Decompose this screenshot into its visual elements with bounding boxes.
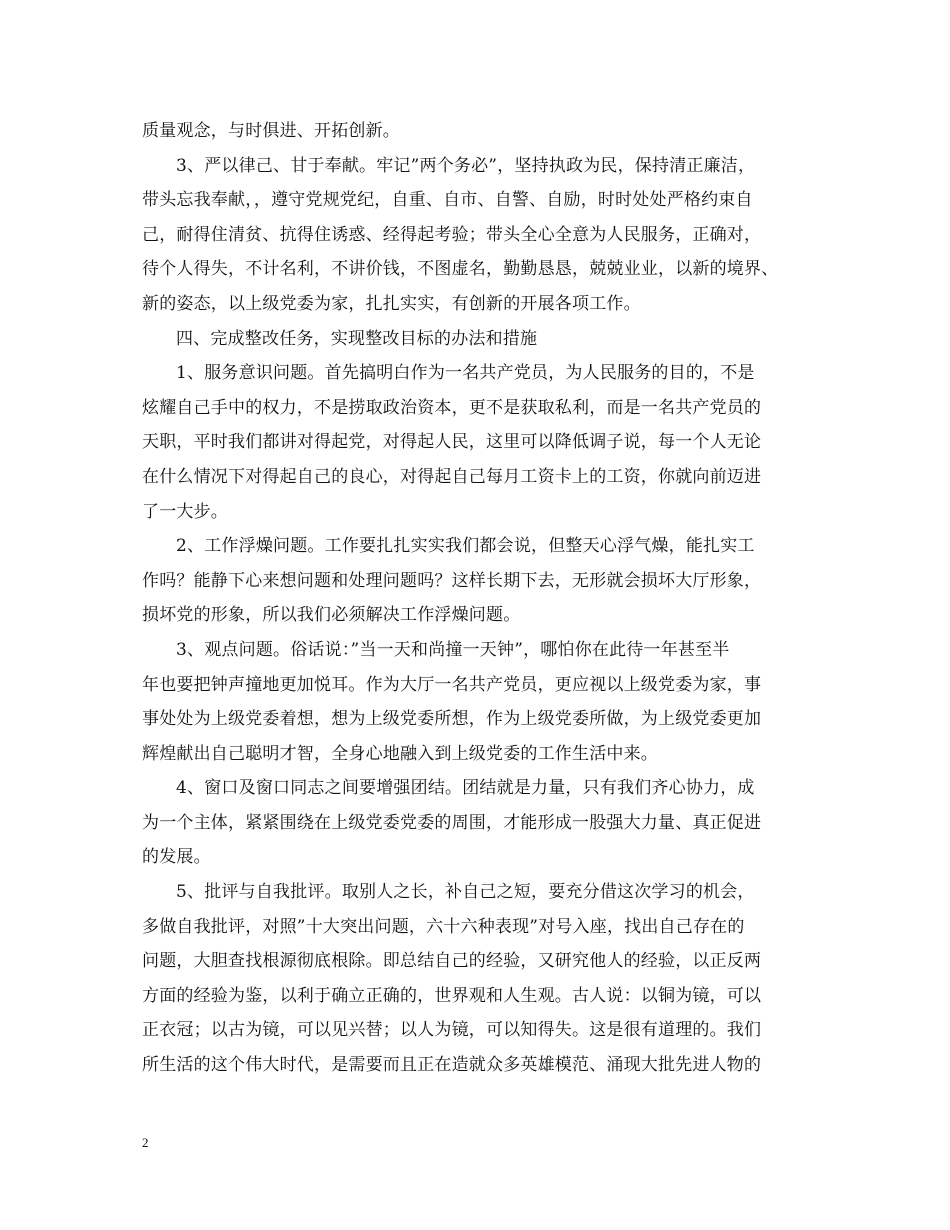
text-line: 的发展。	[142, 847, 211, 868]
text-line: 己，耐得住清贫、抗得住诱惑、经得起考验；带头全心全意为人民服务，正确对，	[142, 224, 762, 245]
text-line: 正衣冠；以古为镜，可以见兴替；以人为镜，可以知得失。这是很有道理的。我们	[142, 1020, 762, 1041]
text-line: 3、严以律己、甘于奉献。牢记”两个务必”，坚持执政为民，保持清正廉洁，	[176, 155, 756, 176]
text-line: 质量观念，与时俱进、开拓创新。	[142, 121, 400, 141]
document-body	[142, 114, 814, 1083]
text-line: 方面的经验为鉴，以利于确立正确的，世界观和人生观。古人说：以铜为镜，可以	[142, 985, 762, 1006]
page-number: 2	[142, 1135, 149, 1150]
text-line: 作吗？能静下心来想问题和处理问题吗？这样长期下去，无形就会损坏大厅形象，	[142, 570, 762, 591]
text-line: 事处处为上级党委着想，想为上级党委所想，作为上级党委所做，为上级党委更加	[142, 709, 762, 730]
text-line: 5、批评与自我批评。取别人之长，补自己之短，要充分借这次学习的机会，	[176, 882, 755, 903]
text-line: 为一个主体，紧紧围绕在上级党委党委的周围，才能形成一股强大力量、真正促进	[142, 812, 762, 833]
text-line: 1、服务意识问题。首先搞明白作为一名共产党员，为人民服务的目的，不是	[176, 363, 755, 384]
text-line: 问题，大胆查找根源彻底根除。即总结自己的经验，又研究他人的经验，以正反两	[142, 951, 762, 972]
text-line: 了一大步。	[142, 501, 228, 522]
text-line: 在什么情况下对得起自己的良心，对得起自己每月工资卡上的工资，你就向前迈进	[142, 466, 762, 487]
text-line: 年也要把钟声撞地更加悦耳。作为大厅一名共产党员，更应视以上级党委为家，事	[142, 674, 762, 695]
text-line: 多做自我批评，对照”十大突出问题，六十六种表现”对号入座，找出自己存在的	[142, 916, 745, 937]
text-line: 所生活的这个伟大时代，是需要而且正在造就众多英雄模范、涌现大批先进人物的	[142, 1055, 762, 1076]
text-line: 3、观点问题。俗话说：”当一天和尚撞一天钟”，哪怕你在此待一年甚至半	[176, 639, 730, 660]
text-line: 新的姿态，以上级党委为家，扎扎实实，有创新的开展各项工作。	[142, 293, 641, 314]
text-line: 2、工作浮燥问题。工作要扎扎实实我们都会说，但整天心浮气燥，能扎实工	[176, 536, 755, 557]
text-line: 炫耀自己手中的权力，不是捞取政治资本，更不是获取私利，而是一名共产党员的	[142, 397, 762, 418]
section-heading: 四、完成整改任务，实现整改目标的办法和措施	[176, 328, 538, 349]
text-line: 待个人得失，不计名利，不讲价钱，不图虚名，勤勤恳恳，兢兢业业，以新的境界、	[142, 259, 779, 280]
text-line: 4、窗口及窗口同志之间要增强团结。团结就是力量，只有我们齐心协力，成	[176, 778, 755, 799]
text-line: 带头忘我奉献，，遵守党规党纪，自重、自市、自警、自励，时时处处严格约束自	[142, 190, 753, 211]
text-line: 损坏党的形象，所以我们必须解决工作浮燥问题。	[142, 605, 521, 626]
text-line: 天职，平时我们都讲对得起党，对得起人民，这里可以降低调子说，每一个人无论	[142, 432, 762, 453]
text-line: 辉煌献出自己聪明才智，全身心地融入到上级党委的工作生活中来。	[142, 743, 658, 764]
